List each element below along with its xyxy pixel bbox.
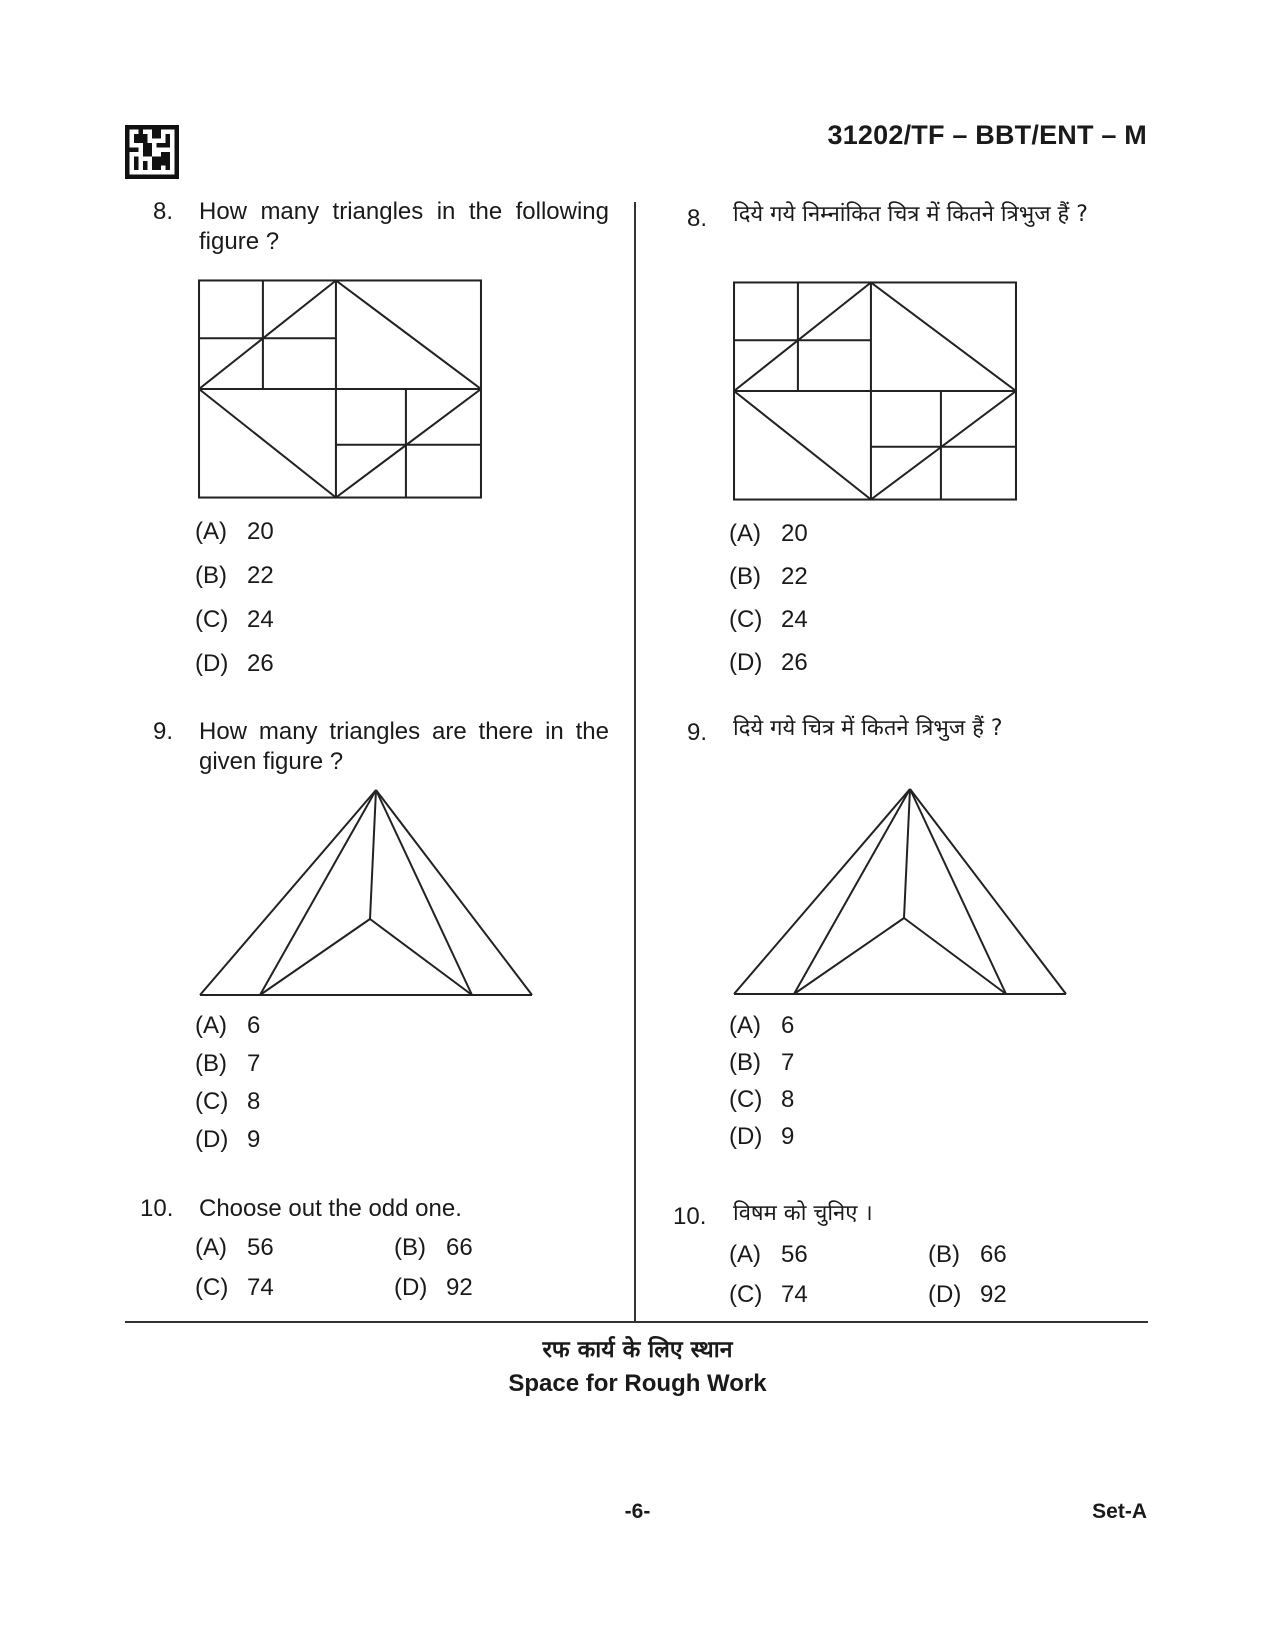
option-letter: (B) bbox=[195, 562, 227, 589]
option-value: 9 bbox=[781, 1123, 795, 1150]
option-letter: (A) bbox=[195, 1234, 227, 1261]
option-value: 9 bbox=[247, 1126, 261, 1153]
q10-text-hi: विषम को चुनिए । bbox=[733, 1201, 873, 1226]
set-label: Set-A bbox=[1092, 1500, 1147, 1523]
option-value: 66 bbox=[980, 1241, 1007, 1268]
option-value: 20 bbox=[247, 518, 274, 545]
option-letter: (C) bbox=[195, 606, 229, 633]
option-letter: (C) bbox=[729, 1281, 763, 1308]
option-letter: (A) bbox=[729, 1241, 761, 1268]
paper-code: 31202/TF – BBT/ENT – M bbox=[827, 120, 1147, 150]
q9-option-a-hi bbox=[729, 1012, 794, 1040]
q9-option-c-hi bbox=[729, 1086, 794, 1114]
option-letter: (B) bbox=[729, 563, 761, 590]
q9-option-d-hi bbox=[729, 1123, 794, 1151]
option-letter: (C) bbox=[195, 1274, 229, 1301]
option-value: 6 bbox=[781, 1012, 795, 1039]
q8-number-hi: 8. bbox=[687, 205, 708, 232]
option-value: 8 bbox=[781, 1086, 795, 1113]
q9-number-hi: 9. bbox=[687, 719, 708, 746]
q10-text-en: Choose out the odd one. bbox=[199, 1195, 462, 1222]
q8-option-a-en bbox=[195, 518, 274, 546]
page-number: -6- bbox=[624, 1500, 651, 1523]
q10-option-a-en bbox=[195, 1234, 274, 1262]
option-letter: (D) bbox=[394, 1274, 428, 1301]
option-value: 24 bbox=[781, 606, 808, 633]
option-value: 26 bbox=[247, 650, 274, 677]
rough-work-label-hi: रफ कार्य के लिए स्थान bbox=[542, 1337, 733, 1363]
rough-work-label-en: Space for Rough Work bbox=[508, 1370, 767, 1397]
option-value: 74 bbox=[247, 1274, 274, 1301]
q10-option-a-hi bbox=[729, 1241, 808, 1269]
q9-option-b-hi bbox=[729, 1049, 794, 1077]
option-value: 92 bbox=[446, 1274, 473, 1301]
option-value: 92 bbox=[980, 1281, 1007, 1308]
option-letter: (D) bbox=[729, 649, 763, 676]
option-value: 6 bbox=[247, 1012, 261, 1039]
q9-number-en: 9. bbox=[153, 718, 174, 745]
option-value: 7 bbox=[247, 1050, 261, 1077]
option-value: 22 bbox=[781, 563, 808, 590]
q10-number-en: 10. bbox=[140, 1195, 174, 1222]
option-value: 66 bbox=[446, 1234, 473, 1261]
q8-figure-hi bbox=[733, 281, 1017, 501]
option-value: 22 bbox=[247, 562, 274, 589]
q10-option-d-en bbox=[394, 1274, 473, 1302]
option-value: 8 bbox=[247, 1088, 261, 1115]
option-value: 20 bbox=[781, 520, 808, 547]
q10-option-c-hi bbox=[729, 1281, 808, 1309]
q9-figure-hi bbox=[732, 786, 1068, 996]
option-letter: (C) bbox=[729, 606, 763, 633]
option-letter: (A) bbox=[729, 1012, 761, 1039]
q8-text-en: How many triangles in the following figure ? bbox=[199, 198, 609, 255]
option-letter: (B) bbox=[729, 1049, 761, 1076]
q9-option-a-en bbox=[195, 1012, 260, 1040]
q10-option-b-hi bbox=[928, 1241, 1007, 1269]
option-letter: (B) bbox=[394, 1234, 426, 1261]
option-value: 7 bbox=[781, 1049, 795, 1076]
option-letter: (A) bbox=[195, 518, 227, 545]
option-value: 56 bbox=[247, 1234, 274, 1261]
option-letter: (C) bbox=[195, 1088, 229, 1115]
option-letter: (D) bbox=[195, 650, 229, 677]
q8-figure-en bbox=[198, 279, 482, 499]
q8-option-b-hi bbox=[729, 563, 808, 591]
rough-work-divider bbox=[125, 1321, 1148, 1323]
q9-option-d-en bbox=[195, 1126, 260, 1154]
q8-option-d-en bbox=[195, 650, 274, 678]
option-value: 24 bbox=[247, 606, 274, 633]
option-letter: (C) bbox=[729, 1086, 763, 1113]
option-letter: (B) bbox=[195, 1050, 227, 1077]
q9-option-b-en bbox=[195, 1050, 260, 1078]
option-letter: (D) bbox=[195, 1126, 229, 1153]
option-value: 74 bbox=[781, 1281, 808, 1308]
q8-option-b-en bbox=[195, 562, 274, 590]
column-divider bbox=[634, 202, 636, 1322]
q8-option-c-en bbox=[195, 606, 274, 634]
q9-figure-en bbox=[198, 787, 534, 997]
q8-text-hi: दिये गये निम्नांकित चित्र में कितने त्रिभुज हैं ? bbox=[733, 202, 1088, 227]
q10-option-c-en bbox=[195, 1274, 274, 1302]
q10-number-hi: 10. bbox=[673, 1203, 707, 1230]
q8-option-a-hi bbox=[729, 520, 808, 548]
option-letter: (B) bbox=[928, 1241, 960, 1268]
option-letter: (A) bbox=[195, 1012, 227, 1039]
q10-option-d-hi bbox=[928, 1281, 1007, 1309]
option-value: 56 bbox=[781, 1241, 808, 1268]
option-letter: (A) bbox=[729, 520, 761, 547]
q9-text-hi: दिये गये चित्र में कितने त्रिभुज हैं ? bbox=[733, 716, 1003, 741]
option-value: 26 bbox=[781, 649, 808, 676]
option-letter: (D) bbox=[729, 1123, 763, 1150]
q9-text-en: How many triangles are there in the given figure ? bbox=[199, 718, 609, 775]
q8-option-c-hi bbox=[729, 606, 808, 634]
option-letter: (D) bbox=[928, 1281, 962, 1308]
q8-option-d-hi bbox=[729, 649, 808, 677]
q9-option-c-en bbox=[195, 1088, 260, 1116]
q8-number-en: 8. bbox=[153, 198, 174, 225]
q10-option-b-en bbox=[394, 1234, 473, 1262]
